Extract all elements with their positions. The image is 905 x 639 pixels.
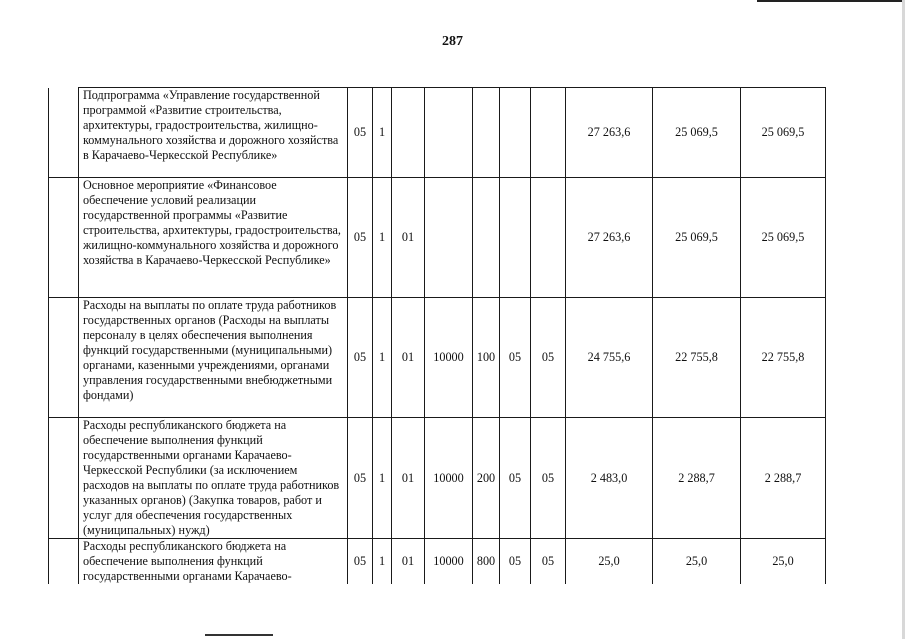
row-marker-cell xyxy=(49,418,79,539)
amount-cell: 25,0 xyxy=(653,539,741,585)
code-cell: 10000 xyxy=(425,298,473,418)
code-cell: 10000 xyxy=(425,539,473,585)
amount-cell: 2 288,7 xyxy=(741,418,826,539)
code-cell: 200 xyxy=(473,418,500,539)
code-cell xyxy=(531,88,566,178)
table-row xyxy=(49,539,826,585)
code-cell: 05 xyxy=(500,298,531,418)
amount-cell: 2 288,7 xyxy=(653,418,741,539)
code-cell xyxy=(500,178,531,298)
code-cell: 05 xyxy=(500,418,531,539)
row-name: Подпрограмма «Управление государственной программой «Развитие строительства, архитектуры, градостроительства, жилищно-коммунального хозяйства и дорожного хозяйства в Карачаево-Черкесской Республике» xyxy=(79,88,348,178)
code-cell: 01 xyxy=(392,178,425,298)
table-row xyxy=(49,418,826,539)
code-cell: 01 xyxy=(392,418,425,539)
amount-cell: 27 263,6 xyxy=(566,88,653,178)
amount-cell: 24 755,6 xyxy=(566,298,653,418)
code-cell xyxy=(500,88,531,178)
amount-cell: 27 263,6 xyxy=(566,178,653,298)
code-cell: 1 xyxy=(373,298,392,418)
code-cell xyxy=(392,88,425,178)
amount-cell: 25 069,5 xyxy=(653,178,741,298)
amount-cell: 25 069,5 xyxy=(653,88,741,178)
code-cell: 100 xyxy=(473,298,500,418)
code-cell: 05 xyxy=(348,539,373,585)
code-cell: 05 xyxy=(348,418,373,539)
row-marker-cell xyxy=(49,298,79,418)
code-cell: 1 xyxy=(373,539,392,585)
row-marker-cell xyxy=(49,539,79,585)
table-row xyxy=(49,178,826,298)
row-marker-cell xyxy=(49,178,79,298)
amount-cell: 2 483,0 xyxy=(566,418,653,539)
code-cell: 1 xyxy=(373,88,392,178)
amount-cell: 22 755,8 xyxy=(741,298,826,418)
amount-cell: 25,0 xyxy=(566,539,653,585)
row-name: Основное мероприятие «Финансовое обеспечение условий реализации государственной программы «Развитие строительства, архитектуры, градостроительства, жилищно-коммунального хозяйства и дорожного хозяйства в Карачаево-Черкесской Республике» xyxy=(79,178,348,298)
scan-artifact-line xyxy=(205,634,273,636)
code-cell: 01 xyxy=(392,539,425,585)
row-name: Расходы республиканского бюджета на обеспечение выполнения функций государственными органами Карачаево- xyxy=(79,539,348,585)
code-cell: 800 xyxy=(473,539,500,585)
table-row xyxy=(49,88,826,178)
code-cell xyxy=(531,178,566,298)
code-cell: 05 xyxy=(500,539,531,585)
code-cell: 10000 xyxy=(425,418,473,539)
page-edge-top xyxy=(757,0,905,2)
code-cell: 05 xyxy=(348,298,373,418)
code-cell xyxy=(473,88,500,178)
row-name: Расходы республиканского бюджета на обеспечение выполнения функций государственными органами Карачаево-Черкесской Республики (за исключением расходов на выплаты по оплате труда работников указанных органов) (Закупка товаров, работ и услуг для обеспечения государственных (муниципальных) нужд) xyxy=(79,418,348,539)
code-cell: 1 xyxy=(373,418,392,539)
amount-cell: 25 069,5 xyxy=(741,88,826,178)
code-cell: 01 xyxy=(392,298,425,418)
code-cell xyxy=(425,88,473,178)
amount-cell: 22 755,8 xyxy=(653,298,741,418)
budget-table xyxy=(48,87,826,584)
code-cell xyxy=(425,178,473,298)
row-name: Расходы на выплаты по оплате труда работников государственных органов (Расходы на выплаты персоналу в целях обеспечения выполнения функций государственными (муниципальными) органами, казенными учреждениями, органами управления государственными внебюджетными фондами) xyxy=(79,298,348,418)
code-cell: 05 xyxy=(531,539,566,585)
table-row xyxy=(49,298,826,418)
page-number: 287 xyxy=(442,34,463,49)
code-cell: 05 xyxy=(348,178,373,298)
amount-cell: 25 069,5 xyxy=(741,178,826,298)
code-cell: 05 xyxy=(531,298,566,418)
code-cell xyxy=(473,178,500,298)
row-marker-cell xyxy=(49,88,79,178)
code-cell: 05 xyxy=(531,418,566,539)
code-cell: 1 xyxy=(373,178,392,298)
amount-cell: 25,0 xyxy=(741,539,826,585)
code-cell: 05 xyxy=(348,88,373,178)
